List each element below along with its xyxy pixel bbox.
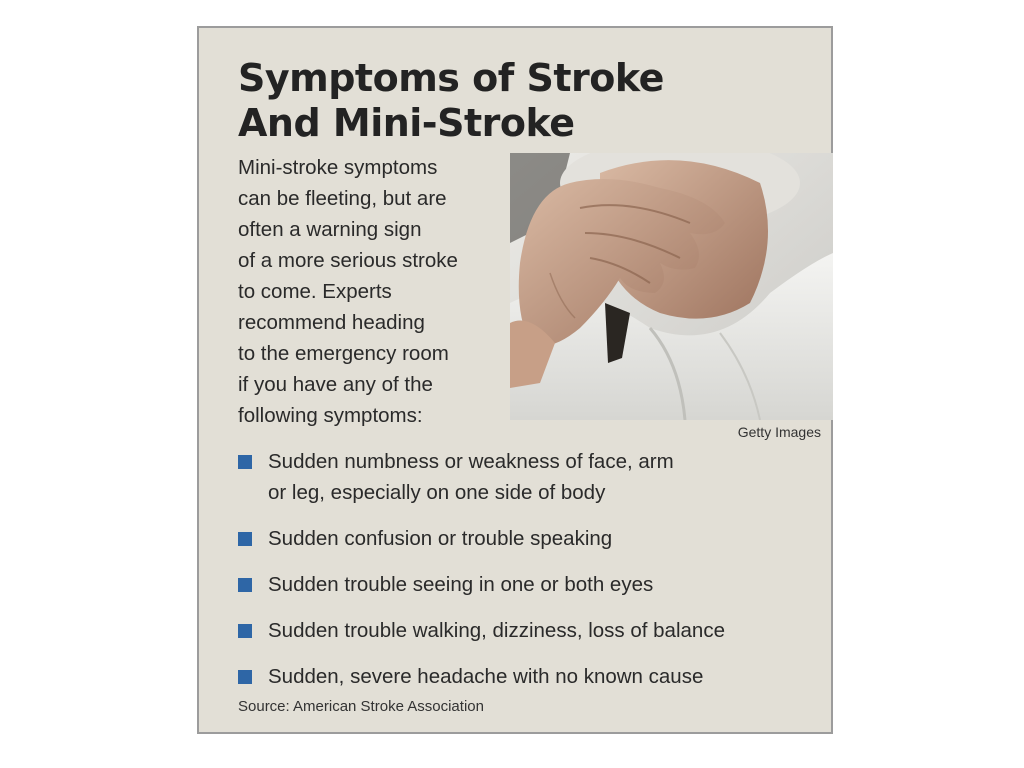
source-note: Source: American Stroke Association (238, 698, 484, 715)
intro-line: if you have any of the (238, 373, 433, 396)
intro-line: can be fleeting, but are (238, 187, 447, 210)
symptom-item (238, 523, 818, 554)
title-line-1: Symptoms of Stroke (238, 56, 664, 100)
infographic-card (197, 26, 833, 734)
square-bullet-icon (238, 624, 252, 638)
photo-credit: Getty Images (737, 424, 821, 440)
symptom-text: Sudden, severe headache with no known cause (268, 665, 704, 688)
square-bullet-icon (238, 670, 252, 684)
intro-paragraph (238, 152, 508, 431)
symptom-item (238, 446, 818, 508)
symptom-item (238, 615, 818, 646)
symptom-text: Sudden numbness or weakness of face, arm (268, 450, 674, 473)
symptom-text: Sudden trouble seeing in one or both eyes (268, 573, 654, 596)
square-bullet-icon (238, 455, 252, 469)
intro-line: to come. Experts (238, 280, 392, 303)
elderly-man-photo (510, 153, 833, 420)
intro-line: often a warning sign (238, 218, 422, 241)
title-line-2: And Mini-Stroke (238, 101, 575, 145)
symptom-text-continued: or leg, especially on one side of body (268, 481, 606, 504)
intro-line: of a more serious stroke (238, 249, 458, 272)
photo-illustration (510, 153, 833, 420)
symptom-item (238, 661, 818, 692)
symptom-text: Sudden trouble walking, dizziness, loss of balance (268, 619, 725, 642)
symptom-text: Sudden confusion or trouble speaking (268, 527, 613, 550)
intro-line: recommend heading (238, 311, 425, 334)
square-bullet-icon (238, 578, 252, 592)
intro-line: Mini-stroke symptoms (238, 156, 438, 179)
symptom-list (238, 446, 818, 707)
intro-line: to the emergency room (238, 342, 449, 365)
symptom-item (238, 569, 818, 600)
square-bullet-icon (238, 532, 252, 546)
intro-line: following symptoms: (238, 404, 423, 427)
infographic-title (238, 56, 664, 146)
